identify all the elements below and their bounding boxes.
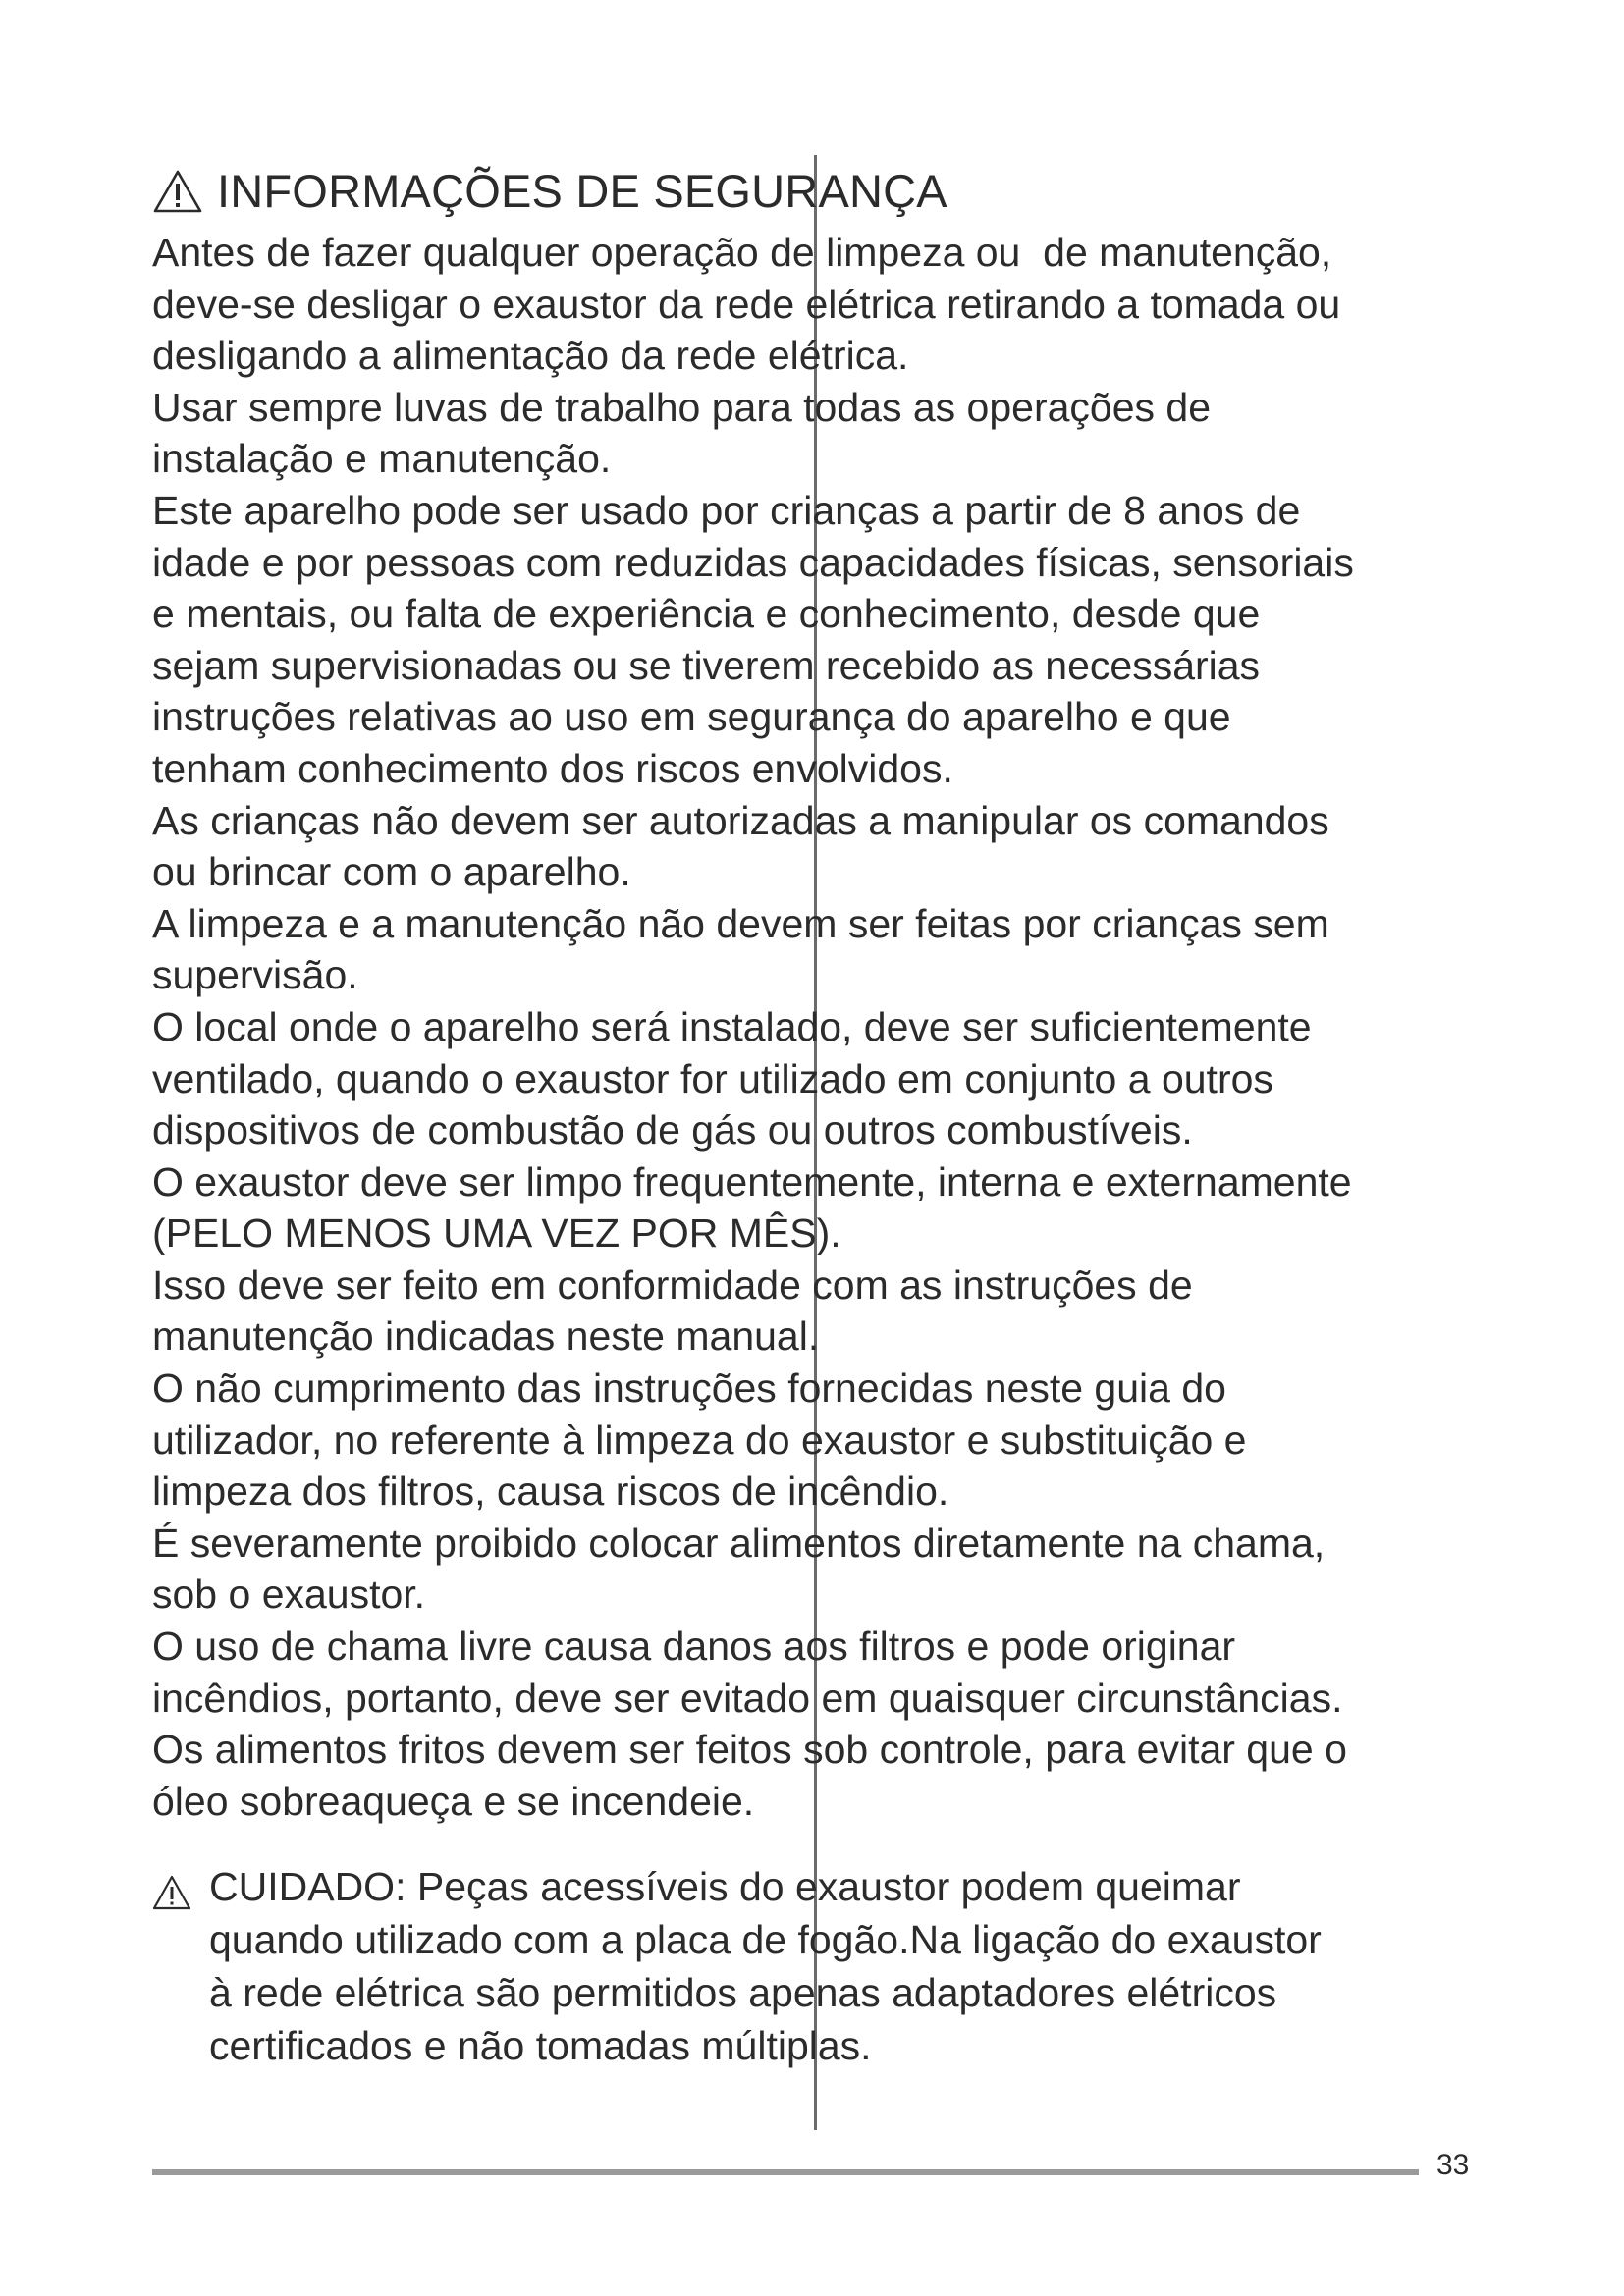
paragraph-children-controls: As crianças não devem ser autorizadas a manipular os comandos ou brincar com o aparelho. — [152, 797, 1329, 895]
paragraph-flambe-prohibited: É severamente proibido colocar alimentos diretamente na chama, sob o exaustor. — [152, 1520, 1326, 1618]
paragraph-gloves: Usar sempre luvas de trabalho para todas as operações de instalação e manutenção. — [152, 384, 1212, 482]
warning-triangle-icon — [152, 1875, 191, 1910]
page-number: 33 — [1436, 2149, 1470, 2181]
paragraph-cleaning-frequency: O exaustor deve ser limpo frequentemente, interna e externamente (PELO MENOS UMA VEZ POR MÊS). — [152, 1158, 1352, 1256]
paragraph-ventilation: O local onde o aparelho será instalado, deve ser suficientemente ventilado, quando o exaustor for utilizado em conjunto a outros dispositivos de combustão de gás ou outros combustíveis. — [152, 1003, 1312, 1153]
paragraph-disconnect-power: Antes de fazer qualquer operação de limpeza ou de manutenção, deve-se desligar o exaustor da rede elétrica retirando a tomada ou desligando a alimentação da rede elétrica. — [152, 230, 1341, 379]
footer-divider — [152, 2169, 1419, 2175]
paragraph-open-flame: O uso de chama livre causa danos aos filtros e pode originar incêndios, portanto, deve ser evitado em quaisquer circunstâncias. — [152, 1624, 1343, 1721]
paragraph-children-usage: Este aparelho pode ser usado por crianças a partir de 8 anos de idade e por pessoas com reduzidas capacidades físicas, sensoriais e mentais, ou falta de experiência e conhecimento, desde que sejam supervisionadas ou se tiverem recebido as necessárias instruções relativas ao uso em segurança do aparelho e que tenham conhecimento dos riscos envolvidos. — [152, 487, 1354, 791]
paragraph-fire-risk: O não cumprimento das instruções fornecidas neste guia do utilizador, no referente à limpeza do exaustor e substituição e limpeza dos filtros, causa riscos de incêndio. — [152, 1365, 1247, 1515]
safety-text-body — [152, 227, 1497, 1827]
paragraph-fried-food: Os alimentos fritos devem ser feitos sob controle, para evitar que o óleo sobreaqueça e se incendeie. — [152, 1727, 1347, 1824]
paragraph-maintenance-instructions: Isso deve ser feito em conformidade com as instruções de manutenção indicadas neste manual. — [152, 1261, 1193, 1360]
section-title: INFORMAÇÕES DE SEGURANÇA — [217, 165, 947, 217]
caution-text: CUIDADO: Peças acessíveis do exaustor podem queimar quando utilizado com a placa de fogão.Na ligação do exaustor à rede elétrica são permitidos apenas adaptadores elétricos certificados e não tomadas múltiplas. — [209, 1864, 1322, 2068]
caution-notice — [152, 1860, 1497, 2072]
paragraph-cleaning-supervision: A limpeza e a manutenção não devem ser feitas por crianças sem supervisão. — [152, 900, 1329, 998]
section-heading — [152, 160, 947, 223]
warning-triangle-icon — [152, 169, 203, 214]
